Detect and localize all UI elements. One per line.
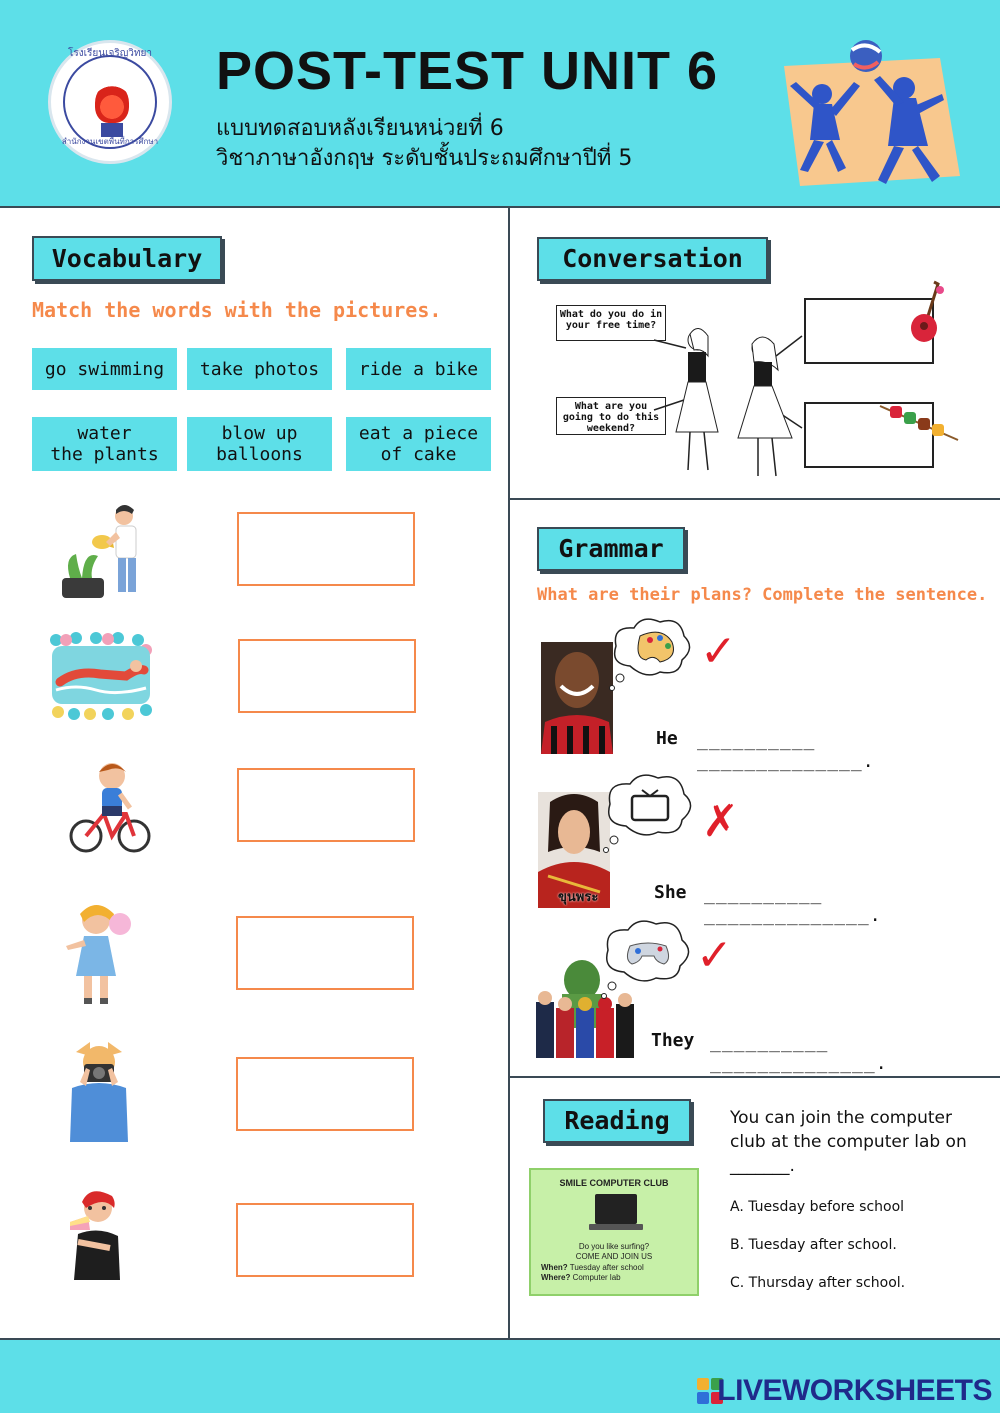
reading-option-a[interactable]: A. Tuesday before school [730,1199,905,1215]
bike-riding-icon [68,758,154,856]
answer-box-1[interactable] [237,512,415,586]
answer-box-4[interactable] [236,916,414,990]
flame-icon [95,83,129,123]
poster-line-1: Do you like surfing? [578,1242,650,1251]
thought-cloud-painting [606,614,696,694]
column-divider [508,208,510,1338]
grammar-blanks-3[interactable]: __________ ______________. [710,1032,888,1074]
watering-plants-icon [54,498,150,602]
grammar-subject-1: He [656,728,678,749]
answer-box-3[interactable] [237,768,415,842]
word-card-blow-up-balloons[interactable]: blow up balloons [187,417,332,471]
two-girls-talking-illustration [646,300,810,480]
poster-where-label: Where? [541,1273,571,1282]
reading-tag: Reading [543,1099,691,1143]
poster-title: SMILE COMPUTER CLUB [559,1178,669,1188]
poster-where-value: Computer lab [572,1273,621,1282]
cross-mark-2: ✗ [702,796,739,847]
reading-option-b[interactable]: B. Tuesday after school. [730,1237,897,1253]
grammar-blanks-2[interactable]: __________ ______________. [704,884,882,926]
bubble-gum-icon [62,900,140,1008]
check-mark-1: ✓ [700,626,737,677]
laptop-base [589,1224,643,1230]
poster-when-label: When? [541,1263,568,1272]
grammar-blanks-1[interactable]: __________ ______________. [697,730,875,772]
grammar-subject-3: They [651,1030,695,1051]
eating-cake-icon [64,1186,128,1282]
answer-box-5[interactable] [236,1057,414,1131]
check-mark-3: ✓ [696,930,733,981]
thought-cloud-tv [600,770,700,854]
reading-option-c[interactable]: C. Thursday after school. [730,1275,906,1291]
swimming-icon [46,630,156,720]
vocabulary-tag: Vocabulary [32,236,222,281]
computer-club-poster [529,1168,699,1296]
school-logo [48,40,172,164]
word-card-eat-cake[interactable]: eat a piece of cake [346,417,491,471]
reading-question: You can join the computer club at the computer lab on _______. [730,1108,967,1176]
grammar-tag: Grammar [537,527,685,571]
word-card-take-photos[interactable]: take photos [187,348,332,390]
word-card-go-swimming[interactable]: go swimming [32,348,177,390]
section-divider-1 [510,498,1000,500]
word-card-water-the-plants[interactable]: water the plants [32,417,177,471]
answer-box-2[interactable] [238,639,416,713]
grammar-subject-2: She [654,882,687,903]
poster-when-value: Tuesday after school [569,1263,644,1272]
liveworksheets-brand[interactable]: LIVEWORKSHEETS [717,1374,992,1407]
page-title: POST-TEST UNIT 6 [216,41,719,101]
answer-box-6[interactable] [236,1203,414,1277]
conversation-bubble-2: What are you going to do this weekend? [556,397,666,435]
guitar-icon [908,280,948,346]
logo-text-top: โรงเรียนเจริญวิทยา [68,48,152,59]
page-subtitle-thai: แบบทดสอบหลังเรียนหน่วยที่ 6 [216,116,504,141]
thought-cloud-game [598,916,698,1000]
woman-photo-caption: ขุนพระ [558,890,599,905]
vocabulary-instruction: Match the words with the pictures. [32,298,442,322]
poster-when [541,1263,644,1272]
poster-line-2: COME AND JOIN US [575,1252,653,1261]
conversation-tag: Conversation [537,237,768,281]
camera-icon [68,1042,130,1144]
section-divider-2 [510,1076,1000,1078]
word-card-ride-a-bike[interactable]: ride a bike [346,348,491,390]
logo-text-bottom: สำนักงานเขตพื้นที่การศึกษา [61,137,159,146]
man-photo [541,642,613,754]
page-subtitle-subject: วิชาภาษาอังกฤษ ระดับชั้นประถมศึกษาปีที่ 5 [216,146,633,171]
kids-playing-ball-illustration [770,36,970,196]
conversation-bubble-1: What do you do in your free time? [556,305,666,341]
bbq-skewer-icon [878,400,960,444]
laptop-icon [595,1194,637,1224]
poster-where [541,1273,621,1282]
grammar-instruction: What are their plans? Complete the sentence. [537,585,988,605]
